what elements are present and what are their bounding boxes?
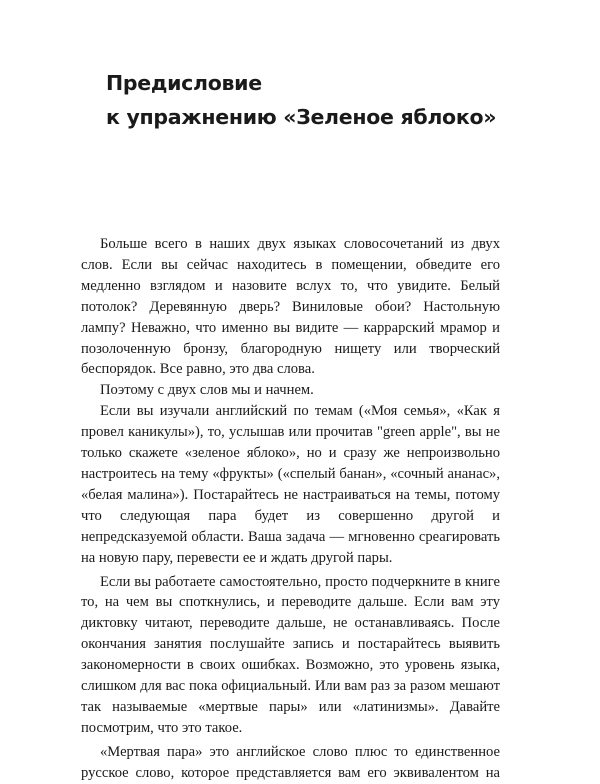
paragraph-2: Поэтому с двух слов мы и начнем.: [100, 382, 314, 399]
paragraph-4: Если вы работаете самостоятельно, просто подчеркните в книге то, на чем вы споткнулись, и переводите дальше. Если вам эту диктовку читают, переводите дальше, не останавливаясь. После окончания занятия послушайте запись и постарайтесь выявить закономерности в своих ошибках. Возможно, это уровень языка, слишком для вас пока официальный. Или вам раз за разом мешают так называемые «мертвые пары» или «латинизмы». Давайте посмотрим, что это такое.: [81, 573, 500, 736]
chapter-heading-line-1: Предисловие: [106, 71, 262, 95]
paragraph-5: «Мертвая пара» это английское слово плюс то единственное русское слово, которое представляется вам его эквивалентом на: [81, 743, 500, 781]
chapter-heading-line-2: к упражнению «Зеленое яблоко»: [106, 105, 497, 129]
chapter-heading: [106, 66, 506, 134]
paragraph-1: Больше всего в наших двух языках словосочетаний из двух слов. Если вы сейчас находитесь в помещении, обведите его медленно взглядом и назовите вслух то, что увидите. Белый потолок? Деревянную дверь? Виниловые обои? Настольную лампу? Неважно, что именно вы видите — каррарский мрамор и позолоченную бронзу, благородную нищету или творческий беспорядок. Все равно, это два слова.: [81, 236, 500, 378]
body-text: [81, 234, 500, 784]
paragraph-3: Если вы изучали английский по темам («Моя семья», «Как я провел каникулы»), то, услышав или прочитав "green apple", вы не только скажете «зеленое яблоко», но и сразу же непроизвольно настроитесь на тему «фрукты» («спелый банан», «сочный ананас», «белая малина»). Постарайтесь не настраиваться на темы, потому что следующая пара будет из совершенно другой и непредсказуемой области. Ваша задача — мгновенно среагировать на новую пару, перевести ее и ждать другой пары.: [81, 403, 500, 566]
